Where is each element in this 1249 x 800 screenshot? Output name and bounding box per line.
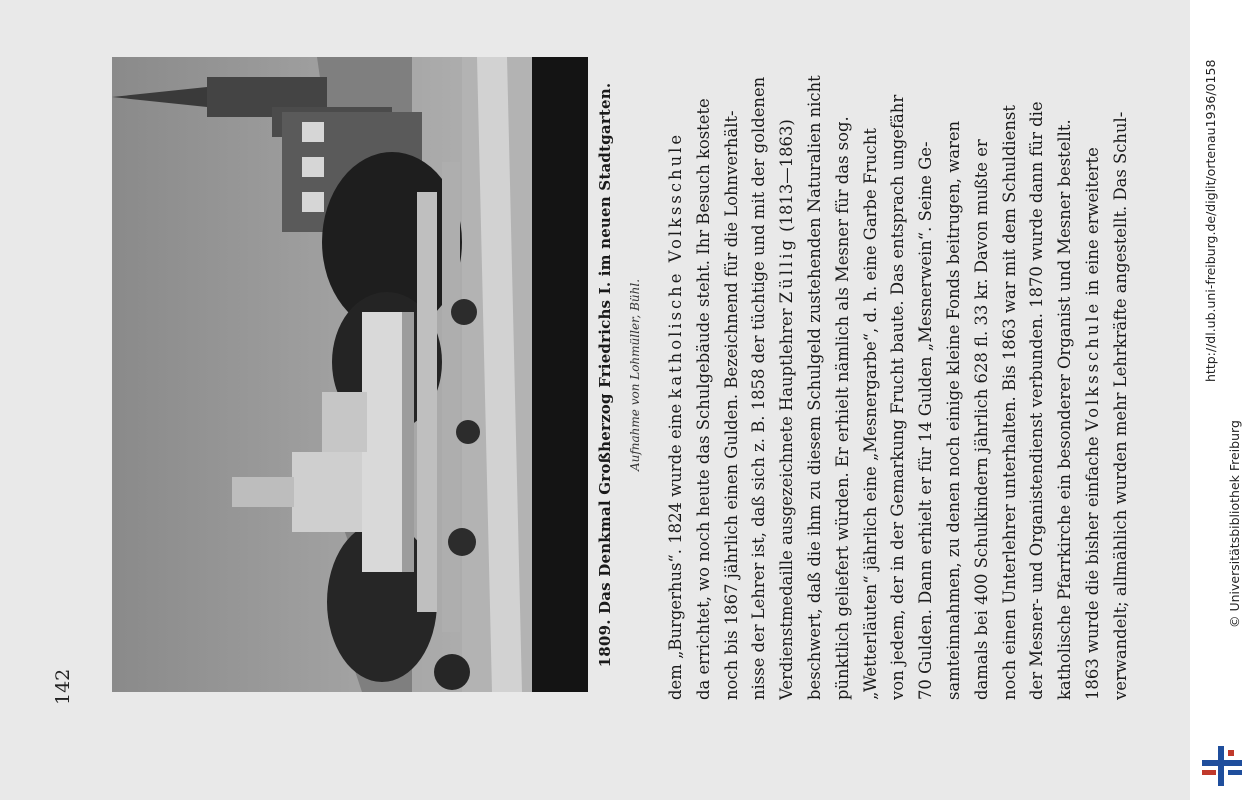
text-segment: beschwert, daß die ihm zu diesem Schulgeld zustehenden Naturalien nicht [804,75,824,700]
copyright-notice: © Universitätsbibliothek Freiburg [1227,420,1242,628]
text-segment: samteinnahmen, zu denen noch einige kleine Fonds beitrugen, waren [943,120,963,700]
text-line [940,58,968,700]
text-segment: 1863 wurde die bisher einfache [1082,431,1102,700]
text-segment: noch bis 1867 jährlich einen Gulden. Bezeichnend für die Lohnverhält- [721,110,741,700]
text-line [1107,58,1135,700]
text-segment: katholische Volksschule [666,131,685,399]
text-segment: (1813—1863) [777,119,797,238]
photo-credit: Aufnahme von Lohmüller, Bühl. [628,278,642,472]
text-segment: 70 Gulden. Dann erhielt er für 14 Gulden „Mesnerwein“. Seine Ge- [916,141,936,700]
text-segment: damals bei 400 Schulkindern jährlich 628 fl. 33 kr. Davon mußte er [971,139,991,700]
monument-photograph [112,57,588,692]
photograph-image [112,57,588,692]
text-line [996,58,1024,700]
text-line [1079,58,1107,700]
text-segment: Verdienstmedaille ausgezeichnete Hauptlehrer [777,303,797,700]
text-segment: pünktlich geliefert würden. Er erhielt nämlich als Mesner für das sog. [832,116,852,700]
text-line [1023,58,1051,700]
text-segment: noch einen Unterlehrer unterhalten. Bis 1863 war mit dem Schuldienst [999,105,1019,700]
text-line [857,58,885,700]
text-line [690,58,718,700]
text-line [718,58,746,700]
text-segment: nisse der Lehrer ist, daß sich z. B. 1858 der tüchtige und mit der goldenen [749,76,769,700]
source-url-link[interactable]: http://dl.ub.uni-freiburg.de/diglit/ortenau1936/0158 [1203,59,1218,382]
text-line [968,58,996,700]
text-line [884,58,912,700]
text-segment: der Mesner- und Organistendienst verbunden. 1870 wurde dann für die [1027,101,1047,700]
text-segment: in eine erweiterte [1082,147,1102,301]
text-segment: verwandelt; allmählich wurden mehr Lehrkräfte angestellt. Das Schul- [1110,111,1130,700]
credits-sidebar [1195,0,1249,700]
text-segment: da errichtet, wo noch heute das Schulgebäude steht. Ihr Besuch kostete [693,98,713,700]
text-line [801,58,829,700]
text-segment: katholische Pfarrkirche ein besonderer Organist und Mesner bestellt. [1055,119,1075,700]
text-line [1051,58,1079,700]
text-line [662,58,690,700]
body-text [662,58,1135,700]
text-line [912,58,940,700]
text-segment: Züllig [777,237,797,304]
text-line [829,58,857,700]
text-segment: von jedem, der in der Gemarkung Frucht baute. Das entsprach ungefähr [888,94,908,700]
text-segment: dem „Burgerhus“. 1824 wurde eine [666,398,685,700]
ub-freiburg-logo-icon [1200,744,1244,788]
text-line [745,58,773,700]
figure-caption: 1809. Das Denkmal Großherzog Friedrichs I. im neuen Stadtgarten. [596,82,614,668]
text-line [773,58,801,700]
text-segment: „Wetterläuten“ jährlich eine „Mesnergarbe“, d. h. eine Garbe Frucht [860,128,880,700]
page-number: 142 [52,668,74,705]
text-segment: Volksschule [1082,300,1102,432]
